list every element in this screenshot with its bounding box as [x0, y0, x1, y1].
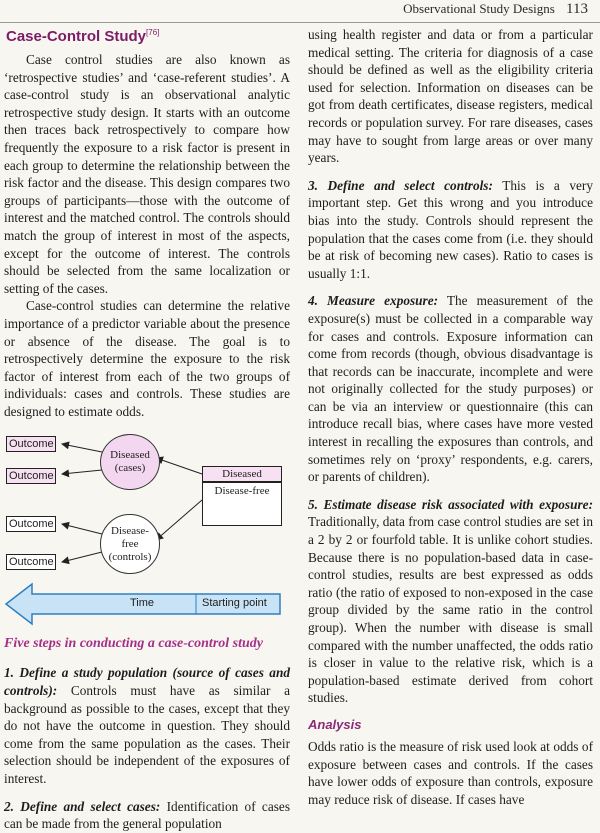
page-number: 113 — [566, 1, 588, 17]
header-text — [403, 1, 588, 18]
step-2: 2. Define and select cases: Identification of cases can be made from the general population — [4, 798, 290, 832]
section-heading — [6, 28, 290, 45]
outcome-box-2: Outcome — [6, 468, 56, 484]
right-column — [308, 26, 593, 808]
outcome-box-1: Outcome — [6, 436, 56, 452]
case-control-diagram — [4, 434, 286, 630]
outcome-box-4: Outcome — [6, 554, 56, 570]
left-column — [4, 26, 290, 833]
analysis-paragraph: Odds ratio is the measure of risk used look at odds of exposure between cases and controls. If the cases have lower odds of exposure than controls, exposure may reduce risk of disease. If cases have — [308, 738, 593, 807]
steps-heading: Five steps in conducting a case-control study — [4, 636, 263, 652]
running-title: Observational Study Designs — [403, 1, 555, 16]
section-heading-text: Case-Control Study — [6, 28, 147, 45]
arrow-free-to-controls — [156, 500, 202, 540]
arrow-diseased-to-cases — [156, 458, 202, 474]
step-2-continued: using health register and data or from a particular medical setting. The criteria for diagnosis of a case should be defined as well as the eligibility criteria used for selection. Information on diseases can be got from death certificates, disease registers, medical records or population survey. For rare diseases, cases may have to sought from large areas or over many years. — [308, 27, 593, 166]
diseased-box: Diseased — [202, 466, 282, 482]
step-5: 5. Estimate disease risk associated with exposure: Traditionally, data from case control studies are set in a 2 by 2 or fourfold table. It is unlike cohort studies. Because there is no population-based data in case-control studies, results are best expressed as odds ratio (the ratio of exposed to non-exposed in the case group divided by the same ratio in the control group). When the number with disease is small compared with the number unaffected, the odds ratio is closer in value to the relative risk, which is a population-based estimate derived from cohort studies. — [308, 496, 593, 706]
paragraph-goal: Case-control studies can determine the relative importance of a predictor variable about the presence or absence of the disease. The goal is to retrospectively determine the exposure to the risk factor of interest from each of the two groups of individuals: cases and controls. These studies are designed to estimate odds. — [4, 298, 290, 419]
starting-point-label: Starting point — [202, 597, 267, 610]
arrow-to-outcome-3 — [62, 524, 102, 534]
step-1: 1. Define a study population (source of cases and controls): Controls must have as similar a background as possible to the cases, except that they do not have the outcome in question. They should come from the same population as the cases. Their selection should be independent of the exposures of interest. — [4, 665, 290, 787]
step-4: 4. Measure exposure: The measurement of the exposure(s) must be collected in a comparable way for cases and controls. Exposure information can come from records (though, obvious disadvantage is that records can be inaccurate, incomplete and were not originally collected for the study purposes) or can be via an interview or questionnaire (this can introduce recall bias, where cases have more vested interest in recalling the exposures than controls, and sometimes rely on ‘proxy’ respondents, e.g. carers, or parents of children). — [308, 293, 593, 485]
step-3: 3. Define and select controls: This is a very important step. Get this wrong and you introduce bias into the study. Controls should represent the population that the cases come from (i.e. they should be at risk of becoming new cases). Ratio to cases is usually 1:1. — [308, 177, 593, 281]
disease-free-controls-circle: Disease- free (controls) — [100, 514, 160, 574]
outcome-box-3: Outcome — [6, 516, 56, 532]
analysis-heading: Analysis — [308, 716, 362, 732]
diseased-cases-circle: Diseased (cases) — [100, 434, 160, 490]
time-label: Time — [130, 597, 155, 610]
arrow-to-outcome-4 — [62, 552, 102, 562]
running-header — [0, 0, 600, 23]
heading-reference: [76] — [146, 28, 160, 37]
paragraph-intro: Case control studies are also known as ‘retrospective studies’ and ‘case-referent studies’. A case-control study is an observational analytic retrospective study design. It starts with an outcome then traces back retrospectively to compare how frequently the exposure to a risk factor is present in each group to determine the relationship between the risk factor and the disease. This design compares two groups of participants—those with the outcome of interest and the matched control. The controls should match the group of interest in most of the aspects, except for the outcome of interest. The controls should be selected from the same localization or setting of the cases. — [4, 52, 290, 296]
arrow-to-outcome-2 — [62, 470, 102, 474]
arrow-to-outcome-1 — [62, 444, 102, 452]
disease-free-box: Disease-free — [202, 482, 282, 526]
